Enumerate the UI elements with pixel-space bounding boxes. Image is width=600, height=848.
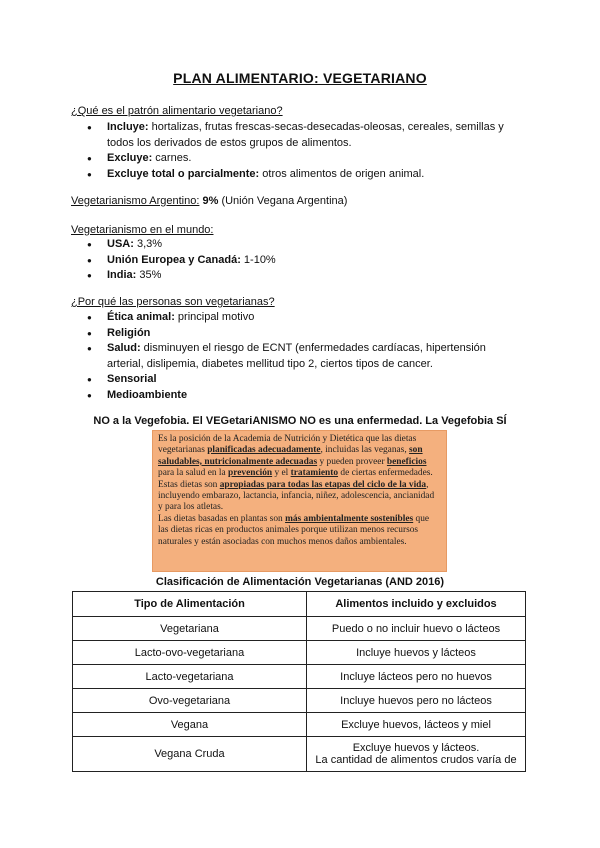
table-cell: Vegana Cruda (73, 737, 307, 772)
table-header-cell: Tipo de Alimentación (73, 592, 307, 617)
table-cell: Excluye huevos, lácteos y miel (307, 713, 526, 737)
table-cell: Incluye huevos pero no lácteos (307, 689, 526, 713)
table-cell: Puedo o no incluir huevo o lácteos (307, 617, 526, 641)
classification-table (72, 591, 526, 772)
vegefobia-banner: NO a la Vegefobia. El VEGetariANISMO NO es una enfermedad. La Vegefobia SÍ (93, 415, 507, 427)
table-cell: Vegetariana (73, 617, 307, 641)
list-item: ● Unión Europea y Canadá: 1-10% (87, 253, 517, 269)
table-cell: Incluye huevos y lácteos (307, 641, 526, 665)
table-row (73, 641, 526, 665)
table-header-cell: Alimentos incluido y excluidos (307, 592, 526, 617)
argentina-stat: Vegetarianismo Argentino: 9% (Unión Vegana Argentina) (71, 195, 348, 207)
table-cell: Lacto-vegetariana (73, 665, 307, 689)
list-item: ● Religión (87, 326, 517, 342)
list-item: ● Excluye: carnes. (87, 151, 517, 167)
table-row (73, 617, 526, 641)
section-heading-patron: ¿Qué es el patrón alimentario vegetariano? (71, 105, 283, 117)
list-mundo (87, 237, 517, 284)
list-item: ● Medioambiente (87, 388, 517, 404)
table-cell: Vegana (73, 713, 307, 737)
table-cell: Excluye huevos y lácteos. La cantidad de alimentos crudos varía de (307, 737, 526, 772)
table-cell: Incluye lácteos pero no huevos (307, 665, 526, 689)
list-item: ● India: 35% (87, 268, 517, 284)
section-heading-porque: ¿Por qué las personas son vegetarianas? (71, 296, 275, 308)
list-item: ● Salud: disminuyen el riesgo de ECNT (enfermedades cardíacas, hipertensión arterial, dislipemia, diabetes mellitud tipo 2, ciertos tipos de cancer. (87, 341, 517, 372)
list-porque (87, 310, 517, 403)
page-title: PLAN ALIMENTARIO: VEGETARIANO (173, 70, 427, 86)
list-item: ● Excluye total o parcialmente: otros alimentos de origen animal. (87, 167, 517, 183)
table-row (73, 713, 526, 737)
table-row (73, 737, 526, 772)
table-cell: Ovo-vegetariana (73, 689, 307, 713)
table-row (73, 665, 526, 689)
list-item: ● USA: 3,3% (87, 237, 517, 253)
list-item: ● Incluye: hortalizas, frutas frescas-secas-desecadas-oleosas, cereales, semillas y todos los derivados de estos grupos de alimentos. (87, 120, 517, 151)
section-heading-mundo: Vegetarianismo en el mundo: (71, 224, 214, 236)
table-cell: Lacto-ovo-vegetariana (73, 641, 307, 665)
list-item: ● Ética animal: principal motivo (87, 310, 517, 326)
table-row (73, 689, 526, 713)
and-position-image: Es la posición de la Academia de Nutrición y Dietética que las dietas vegetarianas planificadas adecuadamente, incluidas las veganas, son saludables, nutricionalmente adecuadas y pueden proveer beneficios para la salud en la prevención y el tratamiento de ciertas enfermedades. Estas dietas son apropiadas para todas las etapas del ciclo de la vida, incluyendo embarazo, lactancia, infancia, niñez, adolescencia, ancianidad y para los atletas. Las dietas basadas en plantas son más ambientalmente sostenibles que las dietas ricas en productos animales porque utilizan menos recursos naturales y están asociadas con muchos menos daños ambientales. (152, 430, 447, 572)
list-item: ● Sensorial (87, 372, 517, 388)
table-caption: Clasificación de Alimentación Vegetarianas (AND 2016) (155, 576, 445, 588)
list-patron (87, 120, 517, 182)
table-header-row (73, 592, 526, 617)
